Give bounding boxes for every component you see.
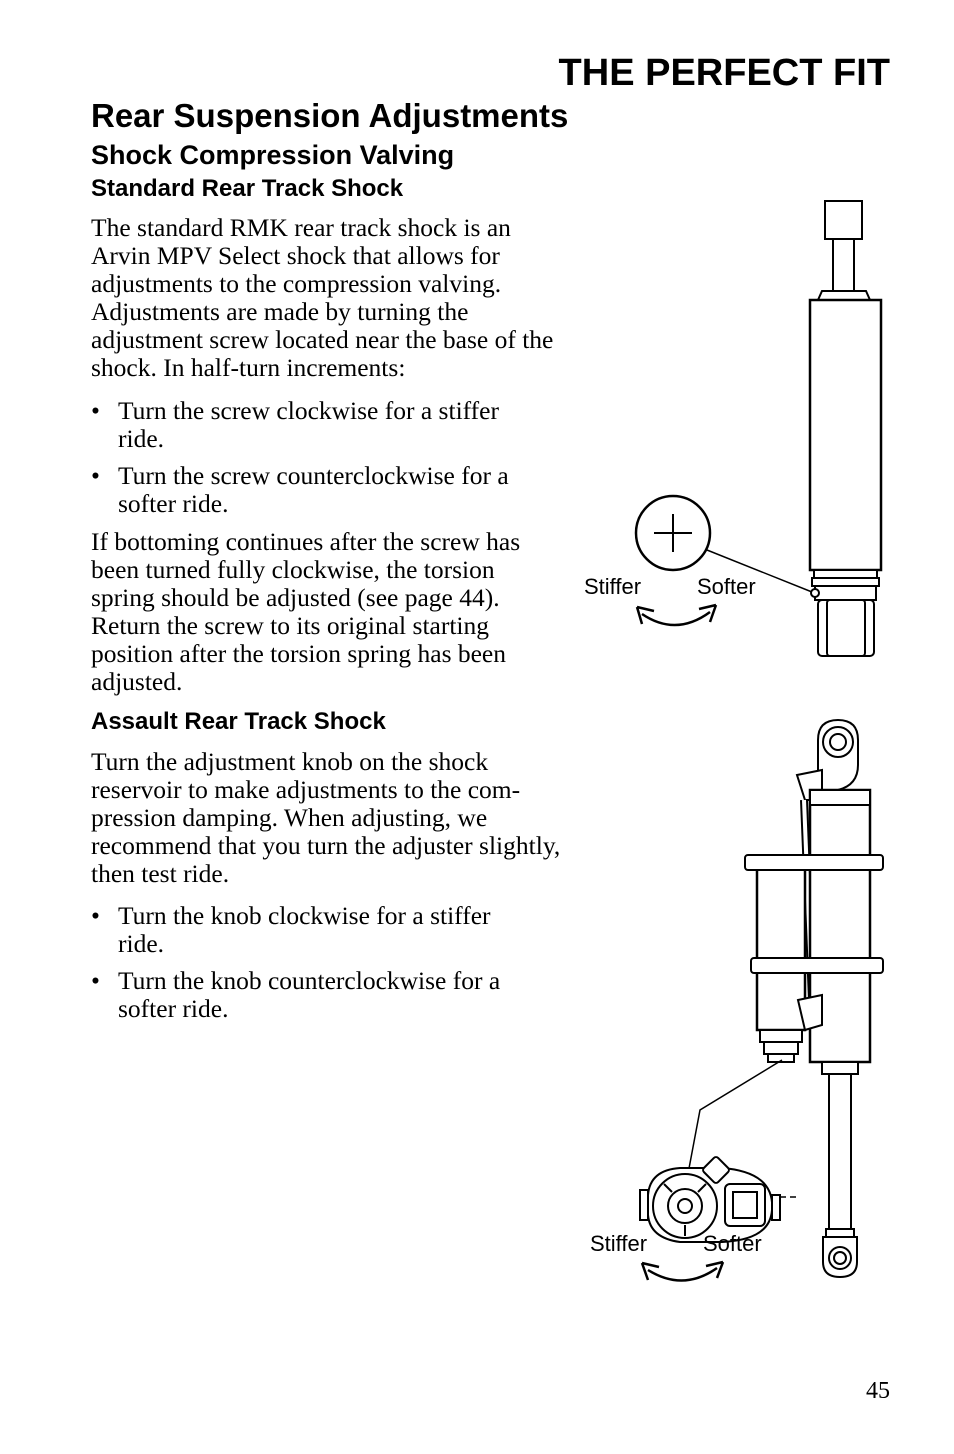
standard-shock-figure: [636, 201, 881, 656]
figure1-softer-label: Softer: [697, 574, 756, 599]
figure2-softer-label: Softer: [703, 1231, 762, 1256]
chapter-title: THE PERFECT FIT: [558, 52, 890, 94]
assault-shock-figure: [640, 720, 883, 1281]
standard-shock-heading: Standard Rear Track Shock: [91, 175, 404, 202]
rotate-arrow-icon: [648, 1268, 717, 1281]
page-number: 45: [866, 1378, 890, 1404]
standard-shock-intro: The standard RMK rear track shock is an Arvin MPV Select shock that allows for adjustments to the compression valving. Adjustments are made by turning the adjustment screw located near the base of the shock. In half-turn increments:: [91, 213, 554, 382]
figure2-stiffer-label: Stiffer: [590, 1231, 648, 1256]
figure1-stiffer-label: Stiffer: [584, 574, 642, 599]
assault-shock-heading: Assault Rear Track Shock: [91, 708, 386, 735]
bullet-item: • Turn the knob counterclockwise for a softer ride.: [91, 967, 541, 1023]
assault-shock-intro: Turn the adjustment knob on the shock reservoir to make adjustments to the com-pression damping. When adjusting, we recommend that you turn the adjuster slightly, then test ride.: [91, 747, 561, 888]
bullet-item: • Turn the screw clockwise for a stiffer ride.: [91, 397, 541, 453]
subsection-title: Shock Compression Valving: [91, 140, 455, 170]
standard-shock-note: If bottoming continues after the screw has been turned fully clockwise, the torsion spring should be adjusted (see page 44). Return the screw to its original starting position after the torsion spring has been adjusted.: [91, 527, 521, 696]
bullet-item: • Turn the screw counterclockwise for a softer ride.: [91, 462, 541, 518]
bullet-item: • Turn the knob clockwise for a stiffer ride.: [91, 902, 541, 958]
rotate-arrow-icon: [642, 612, 710, 625]
section-title: Rear Suspension Adjustments: [91, 97, 569, 134]
